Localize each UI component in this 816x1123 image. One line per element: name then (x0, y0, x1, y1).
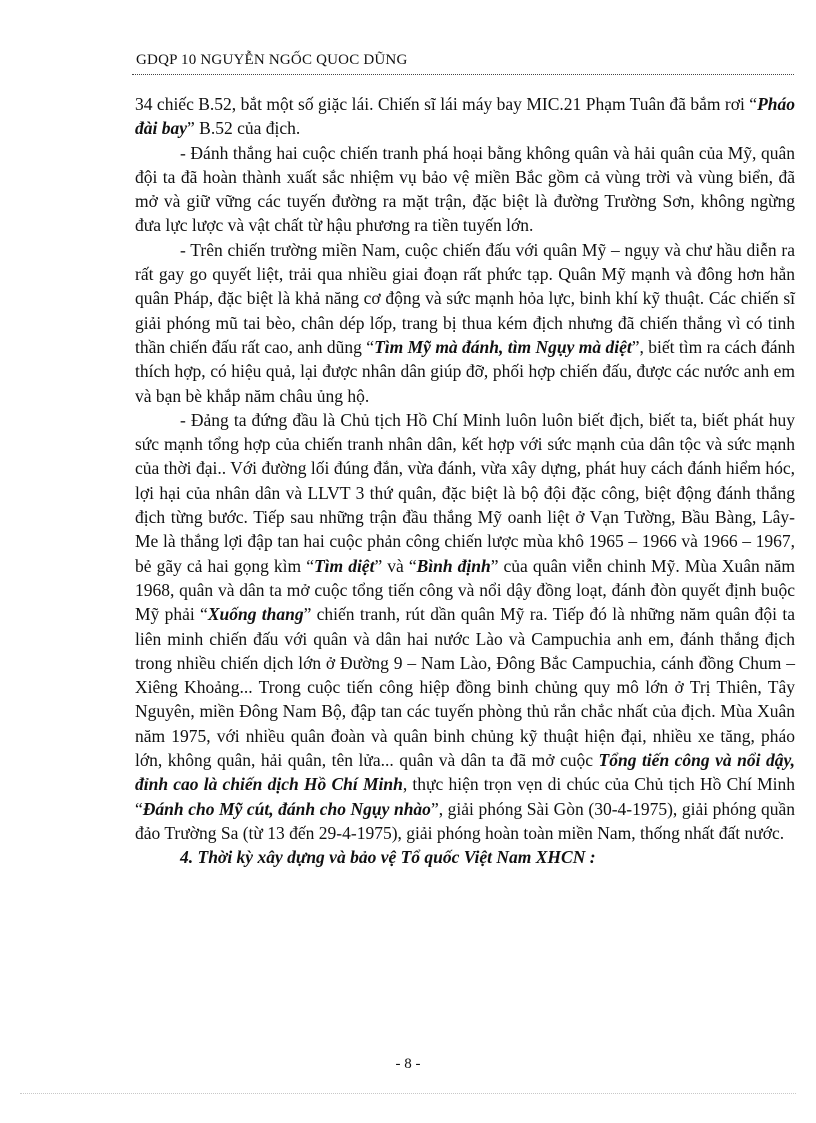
p3-text-a: - Trên chiến trường miền Nam, cuộc chiến đấu với quân Mỹ – ngụy và chư hầu diễn ra rất gay go quyết liệt, trải qua nhiều giai đoạn rất phức tạp. Quân Mỹ mạnh và đông hơn hẳn quân Pháp, đặc biệt là khả năng cơ động và sức mạnh hỏa lực, binh khí kỹ thuật. Các chiến sĩ giải phóng mũ tai bèo, chân dép lốp, trang bị thua kém địch nhưng đã chiến thắng vì có tinh thần chiến đấu rất cao, anh dũng “ (135, 239, 795, 357)
p4-text-k: ”, giải phóng Sài Gòn (30-4-1975), giải phóng quần đảo Trường Sa (từ 13 đến 29-4-1975), giải phóng hoàn toàn miền Nam, thống nhất đất nước. (135, 798, 795, 843)
p4-text-a: - Đảng ta đứng đầu là Chủ tịch Hồ Chí Minh luôn luôn biết địch, biết ta, biết phát huy sức mạnh tổng hợp của chiến tranh nhân dân, kết hợp với sức mạnh của dân tộc và sức mạnh của thời đại.. Với đường lối đúng đắn, vừa đánh, vừa xây dựng, phát huy cách đánh hiểm hóc, lợi hại của nhân dân và LLVT 3 thứ quân, đặc biệt là bộ đội đặc công, biệt động đánh thắng địch từng bước. Tiếp sau những trận đầu thắng Mỹ oanh liệt ở Vạn Tường, Bầu Bàng, Lây-Me là thắng lợi đập tan hai cuộc phản công chiến lược mùa khô 1965 – 1966 và 1966 – 1967, bẻ gãy cả hai gọng kìm “ (135, 409, 795, 576)
header-dotted-rule (132, 74, 794, 75)
p4-text-i: , thực hiện trọn vẹn di chúc của Chủ tịch Hồ Chí Minh “ (135, 774, 795, 819)
p4-text-e: ” của quân viễn chinh Mỹ. Mùa Xuân năm 1968, quân và dân ta mở cuộc tổng tiến công và nổi dậy đồng loạt, đánh đòn quyết định buộc Mỹ phải “ (135, 555, 795, 625)
p4-text-g: ” chiến tranh, rút dần quân Mỹ ra. Tiếp đó là những năm quân đội ta liên minh chiến đấu với quân và dân hai nước Lào và Campuchia anh em, đánh thắng địch trong nhiều chiến dịch lớn ở Đường 9 – Nam Lào, Đông Bắc Campuchia, cánh đồng Chum – Xiêng Khoảng... Trong cuộc tiến công hiệp đồng binh chủng quy mô lớn ở Trị Thiên, Tây Nguyên, miền Đông Nam Bộ, đập tan các tuyến phòng thủ rắn chắc nhất của địch. Mùa Xuân năm 1975, với nhiều quân đoàn và quân binh chủng kỹ thuật hiện đại, nhiều xe tăng, pháo lớn, không quân, hải quân, tên lửa... quân và dân ta đã mở cuộc (135, 604, 795, 771)
p1-emphasis: Pháo đài bay (135, 94, 795, 139)
paragraph-1 (135, 92, 795, 141)
paragraph-3 (135, 238, 795, 408)
p3-emphasis: Tìm Mỹ mà đánh, tìm Ngụy mà diệt (374, 336, 632, 357)
section-heading: 4. Thời kỳ xây dựng và bảo vệ Tổ quốc Việt Nam XHCN : (180, 847, 596, 868)
p2-text: - Đánh thắng hai cuộc chiến tranh phá hoại bằng không quân và hải quân của Mỹ, quân đội ta đã hoàn thành xuất sắc nhiệm vụ bảo vệ miền Bắc gồm cả vùng trời và vùng biển, đã mở và giữ vững các tuyến đường ra mặt trận, đặc biệt là đường Trường Sơn, không ngừng đưa lực lược và vật chất từ hậu phương ra tiền tuyến lớn. (135, 142, 795, 236)
p4-emphasis-tim-diet: Tìm diệt (313, 555, 375, 576)
p4-emphasis-binh-dinh: Bình định (416, 555, 491, 576)
running-header: GDQP 10 NGUYỄN NGỐC QUOC DŨNG (136, 52, 408, 68)
p1-text-c: ” B.52 của địch. (187, 118, 301, 139)
p4-text-c: ” và “ (374, 555, 417, 576)
p3-text-c: ”, biết tìm ra cách đánh thích hợp, có hiệu quả, lại được nhân dân giúp đỡ, phối hợp chiến đấu, được các nước anh em và bạn bè khắp năm châu ủng hộ. (135, 336, 795, 406)
page-bottom-dotted-rule (20, 1093, 796, 1094)
page-number: - 8 - (395, 1056, 421, 1072)
p4-emphasis-tong-tien-cong: Tổng tiến công và nổi dậy, đỉnh cao là chiến dịch Hồ Chí Minh (135, 750, 795, 795)
paragraph-2 (135, 141, 795, 238)
paragraph-4 (135, 408, 795, 845)
p4-emphasis-xuong-thang: Xuống thang (207, 604, 304, 625)
body-text (135, 92, 795, 870)
p1-text-a: 34 chiếc B.52, bắt một số giặc lái. Chiến sĩ lái máy bay MIC.21 Phạm Tuân đã bắm rơi “ (135, 94, 758, 114)
p4-emphasis-danh-cho-my-cut: Đánh cho Mỹ cút, đánh cho Ngụy nhào (142, 798, 431, 819)
